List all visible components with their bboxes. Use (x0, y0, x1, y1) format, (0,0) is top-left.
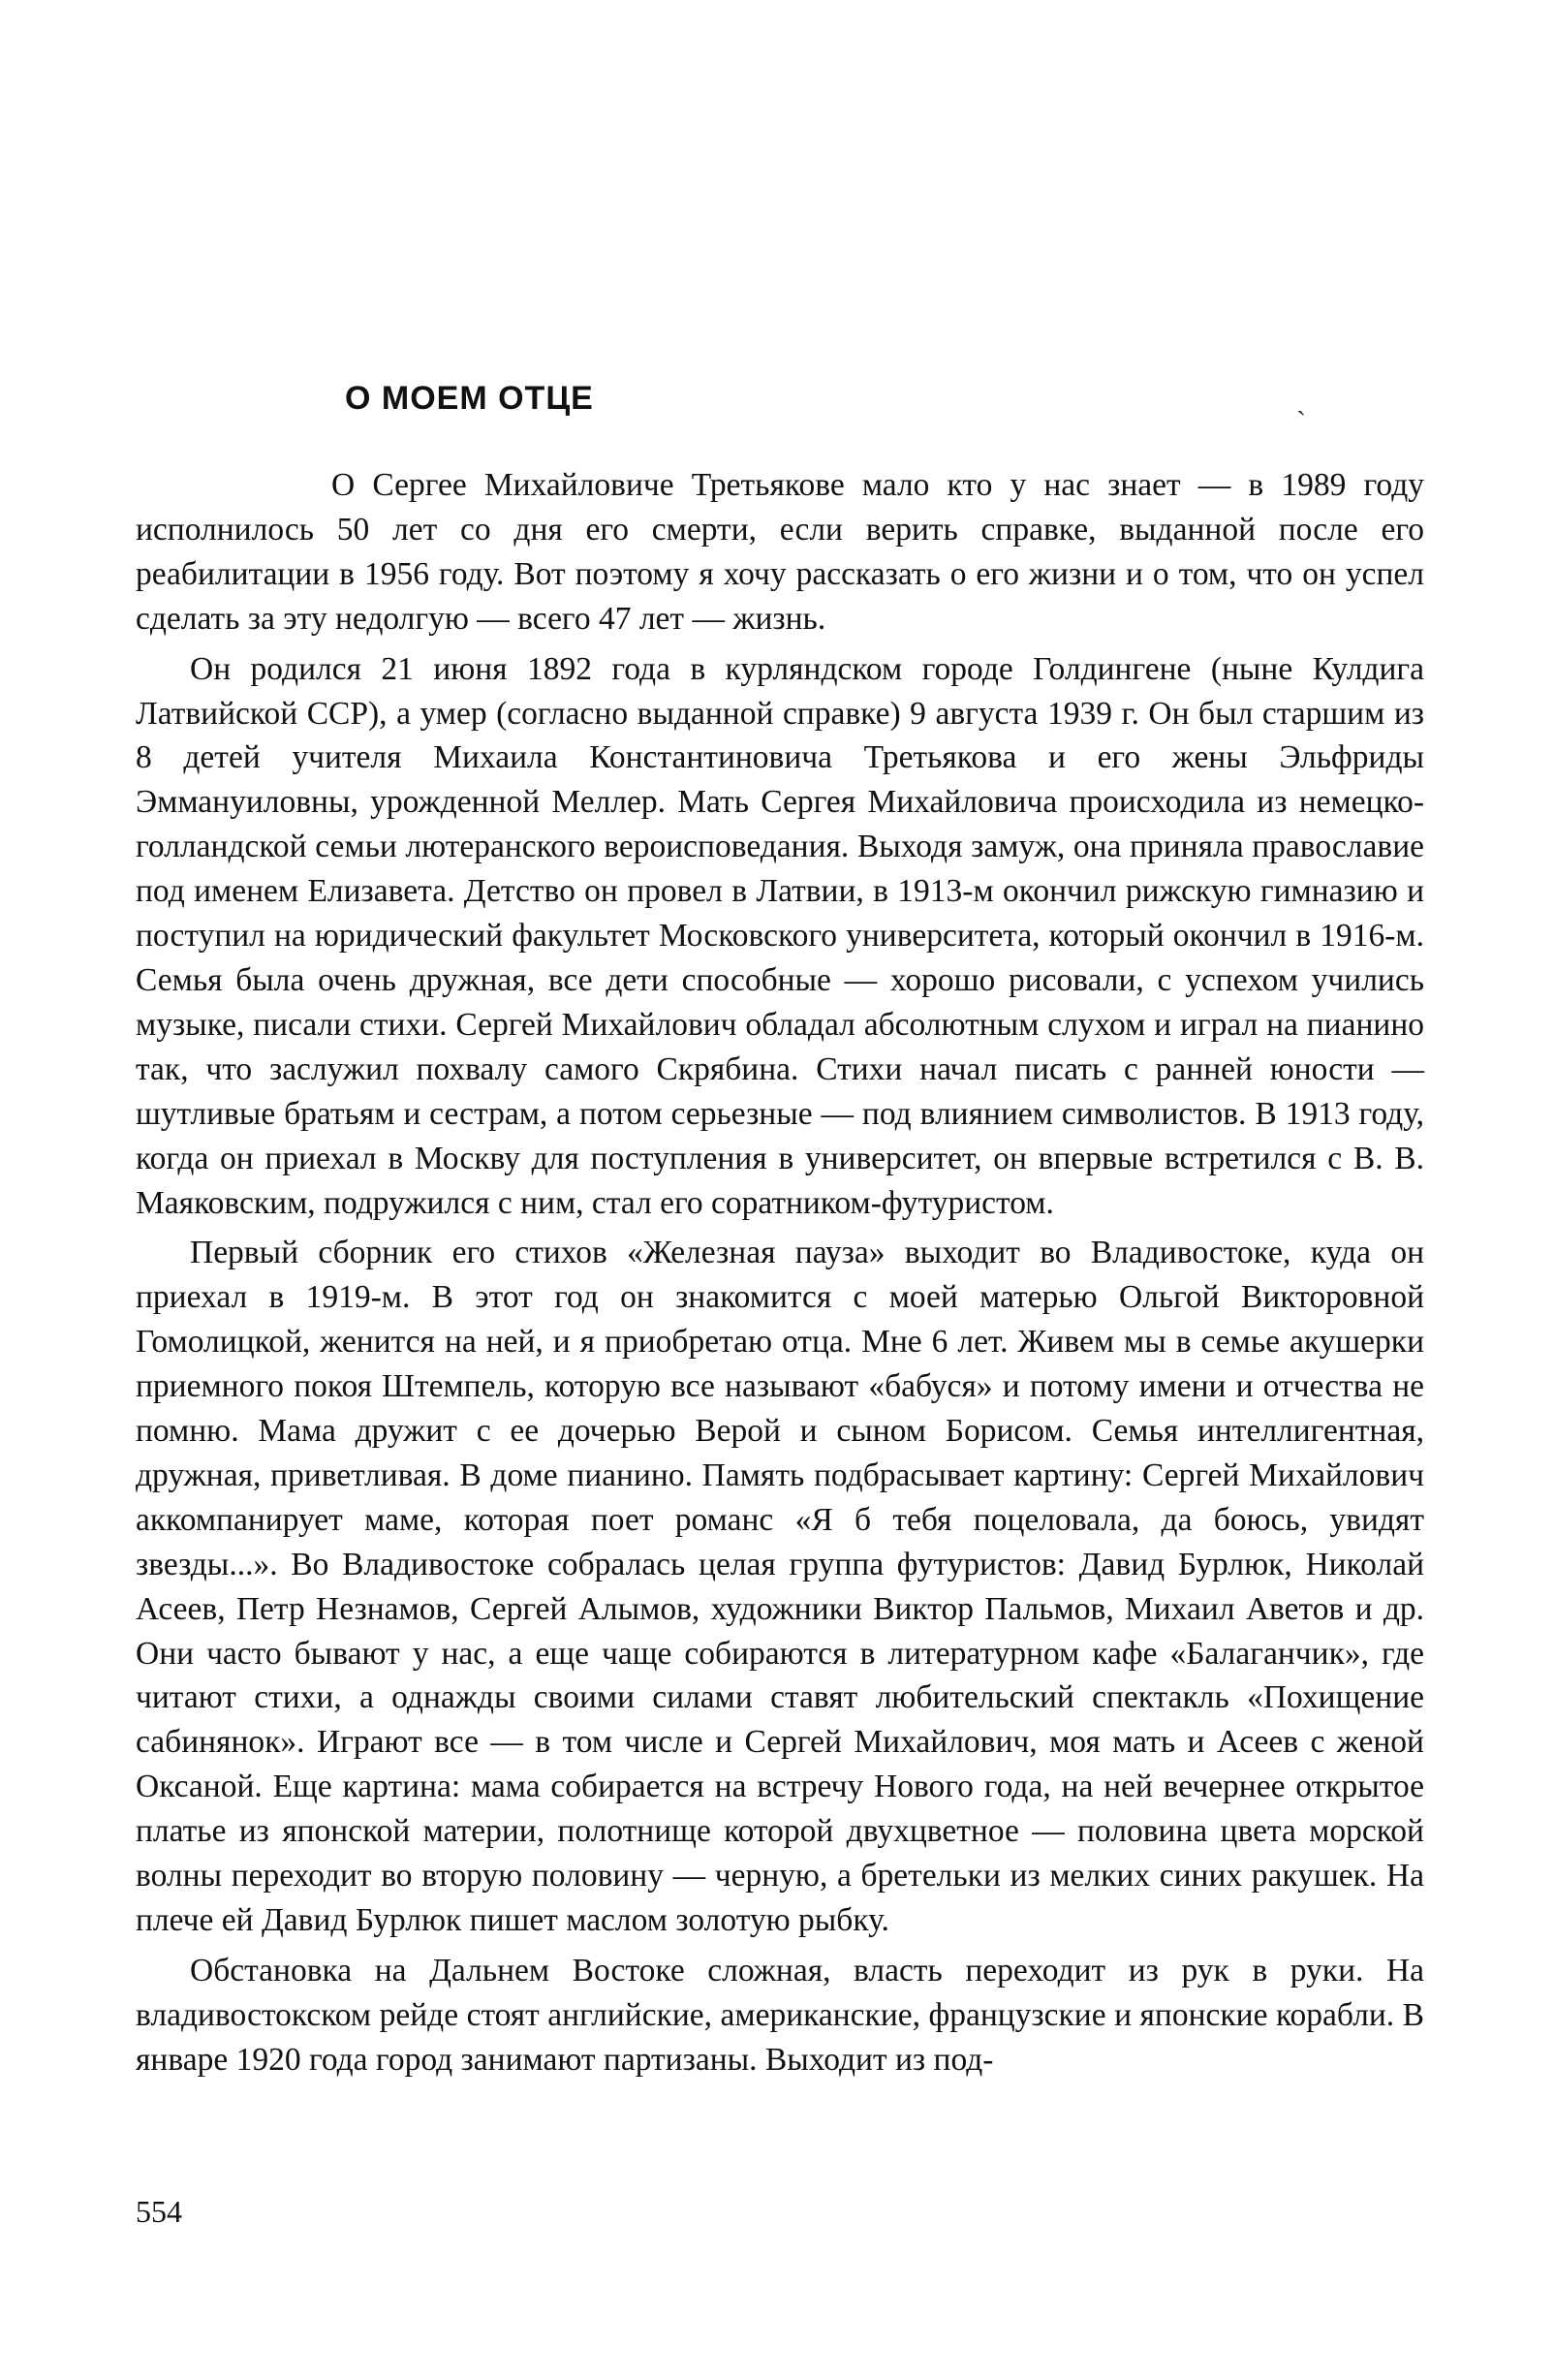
body-text (136, 463, 1424, 2082)
paragraph-3: Первый сборник его стихов «Железная пауза» выходит во Владивостоке, куда он приехал в 1919-м. В этот год он знакомится с моей матерью Ольгой Викторовной Гомолицкой, женится на ней, и я приобретаю отца. Мне 6 лет. Живем мы в семье акушерки приемного покоя Штемпель, которую все называют «бабуся» и потому имени и отчества не помню. Мама дружит с ее дочерью Верой и сыном Борисом. Семья интеллигентная, дружная, приветливая. В доме пианино. Память подбрасывает картину: Сергей Михайлович аккомпанирует маме, которая поет романс «Я б тебя поцеловала, да боюсь, увидят звезды...». Во Владивостоке собралась целая группа футуристов: Давид Бурлюк, Николай Асеев, Петр Незнамов, Сергей Алымов, художники Виктор Пальмов, Михаил Аветов и др. Они часто бывают у нас, а еще чаще собираются в литературном кафе «Балаганчик», где читают стихи, а однажды своими силами ставят любительский спектакль «Похищение сабинянок». Играют все — в том числе и Сергей Михайлович, моя мать и Асеев с женой Оксаной. Еще картина: мама собирается на встречу Нового года, на ней вечернее открытое платье из японской материи, полотнище которой двухцветное — половина цвета морской волны переходит во вторую половину — черную, а бретельки из мелких синих ракушек. На плече ей Давид Бурлюк пишет маслом золотую рыбку. (136, 1235, 1424, 1938)
page-title: О МОЕМ ОТЦЕ (345, 380, 594, 417)
paragraph-4: Обстановка на Дальнем Востоке сложная, власть переходит из рук в руки. На владивостокском рейде стоят английские, американские, французские и японские корабли. В январе 1920 года город занимают партизаны. Выходит из под- (136, 1952, 1424, 2078)
page-number: 554 (136, 2194, 182, 2229)
paragraph-2: Он родился 21 июня 1892 года в курляндском городе Голдингене (ныне Кулдига Латвийской ССР), а умер (согласно выданной справке) 9 августа 1939 г. Он был старшим из 8 детей учителя Михаила Константиновича Третьякова и его жены Эльфриды Эммануиловны, урожденной Меллер. Мать Сергея Михайловича происходила из немецко-голландской семьи лютеранского вероисповедания. Выходя замуж, она приняла православие под именем Елизавета. Детство он провел в Латвии, в 1913-м окончил рижскую гимназию и поступил на юридический факультет Московского университета, который окончил в 1916-м. Семья была очень дружная, все дети способные — хорошо рисовали, с успехом учились музыке, писали стихи. Сергей Михайлович обладал абсолютным слухом и играл на пианино так, что заслужил похвалу самого Скрябина. Стихи начал писать с ранней юности — шутливые братьям и сестрам, а потом серьезные — под влиянием символистов. В 1913 году, когда он приехал в Москву для поступления в университет, он впервые встретился с В. В. Маяковским, подружился с ним, стал его соратником-футуристом. (136, 650, 1424, 1221)
paragraph-1: О Сергее Михайловиче Третьякове мало кто у нас знает — в 1989 году исполнилось 50 лет со дня его смерти, если верить справке, выданной после его реабилитации в 1956 году. Вот поэтому я хочу рассказать о его жизни и о том, что он успел сделать за эту недолгую — всего 47 лет — жизнь. (136, 467, 1424, 637)
stray-mark: ˏ (1296, 384, 1306, 416)
